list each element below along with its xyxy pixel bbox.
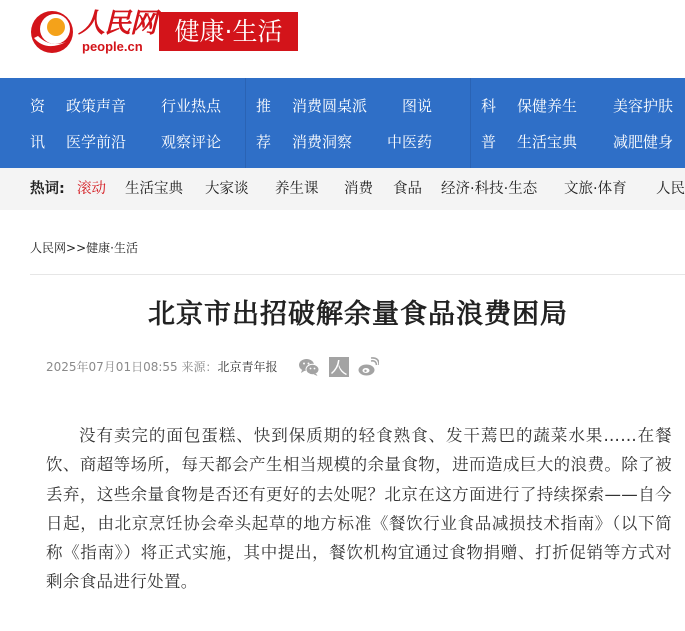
breadcrumb-home[interactable]: 人民网 bbox=[30, 241, 67, 255]
hot-word-link[interactable]: 养生课 bbox=[275, 181, 319, 197]
nav-divider bbox=[470, 78, 471, 168]
hot-word-link[interactable]: 消费 bbox=[344, 181, 373, 197]
publish-datetime: 2025年07月01日08:55 bbox=[46, 360, 178, 374]
nav-item-tcm[interactable]: 中医药 bbox=[387, 133, 433, 151]
nav-item-medical[interactable]: 医学前沿 bbox=[66, 133, 127, 151]
nav-item-industry[interactable]: 行业热点 bbox=[161, 97, 222, 115]
nav-item-review[interactable]: 观察评论 bbox=[161, 133, 222, 151]
source-link[interactable]: 北京青年报 bbox=[217, 360, 278, 374]
logo-domain: people.cn bbox=[82, 39, 143, 54]
logo-text: 人民网 bbox=[78, 8, 156, 39]
logo-mark-icon bbox=[28, 8, 76, 56]
hot-word-link[interactable]: 滚动 bbox=[77, 181, 106, 197]
nav-item-wellness[interactable]: 保健养生 bbox=[517, 97, 578, 115]
hot-word-link[interactable]: 文旅·体育 bbox=[564, 181, 627, 197]
nav-group-label-science: 普 bbox=[481, 133, 497, 151]
source-label: 来源： bbox=[181, 360, 218, 374]
people-icon[interactable] bbox=[328, 356, 350, 378]
hot-word-link[interactable]: 经济·科技·生态 bbox=[441, 181, 538, 197]
hot-word-link[interactable]: 食品 bbox=[393, 181, 422, 197]
divider bbox=[30, 274, 685, 275]
breadcrumb bbox=[30, 240, 138, 256]
article-title: 北京市出招破解余量食品浪费困局 bbox=[148, 299, 568, 330]
nav-group-label-recommend: 推 bbox=[256, 97, 272, 115]
weibo-icon[interactable] bbox=[357, 356, 379, 378]
article-meta bbox=[46, 358, 278, 376]
site-logo[interactable] bbox=[28, 8, 154, 56]
nav-group-label-news: 讯 bbox=[30, 133, 46, 151]
hot-word-link[interactable]: 人民 bbox=[656, 181, 685, 197]
nav-item-fitness[interactable]: 减肥健身 bbox=[613, 133, 674, 151]
site-header bbox=[0, 0, 685, 78]
wechat-icon[interactable] bbox=[298, 356, 320, 378]
breadcrumb-section[interactable]: 健康·生活 bbox=[86, 241, 138, 255]
nav-item-roundtable[interactable]: 消费圆桌派 bbox=[292, 97, 368, 115]
nav-divider bbox=[245, 78, 246, 168]
nav-item-tushuo[interactable]: 图说 bbox=[402, 97, 433, 115]
hot-word-link[interactable]: 大家谈 bbox=[205, 181, 249, 197]
nav-group-label-recommend: 荐 bbox=[256, 133, 272, 151]
hot-words-bar bbox=[0, 168, 685, 210]
hot-word-link[interactable]: 生活宝典 bbox=[125, 181, 183, 197]
nav-item-skincare[interactable]: 美容护肤 bbox=[613, 97, 674, 115]
main-nav bbox=[0, 78, 685, 168]
channel-badge[interactable]: 健康·生活 bbox=[159, 12, 298, 51]
nav-item-policy[interactable]: 政策声音 bbox=[66, 97, 127, 115]
article-body: 没有卖完的面包蛋糕、快到保质期的轻食熟食、发干蔫巴的蔬菜水果……在餐饮、商超等场所，每天都会产生相当规模的余量食物，进而造成巨大的浪费。除了被丢弃，这些余量食物是否还有更好的去处呢？北京在这方面进行了持续探索——自今日起，由北京烹饪协会牵头起草的地方标准《餐饮行业食品减损技术指南》（以下简称《指南》）将正式实施，其中提出，餐饮机构宜通过食物捐赠、打折促销等方式对剩余食品进行处置。 bbox=[46, 426, 672, 592]
breadcrumb-separator: >> bbox=[66, 241, 87, 255]
nav-group-label-science: 科 bbox=[481, 97, 497, 115]
hot-words-label: 热词: bbox=[30, 181, 65, 197]
nav-item-insight[interactable]: 消费洞察 bbox=[292, 133, 353, 151]
nav-group-label-news: 资 bbox=[30, 97, 46, 115]
nav-item-life-tips[interactable]: 生活宝典 bbox=[517, 133, 578, 151]
